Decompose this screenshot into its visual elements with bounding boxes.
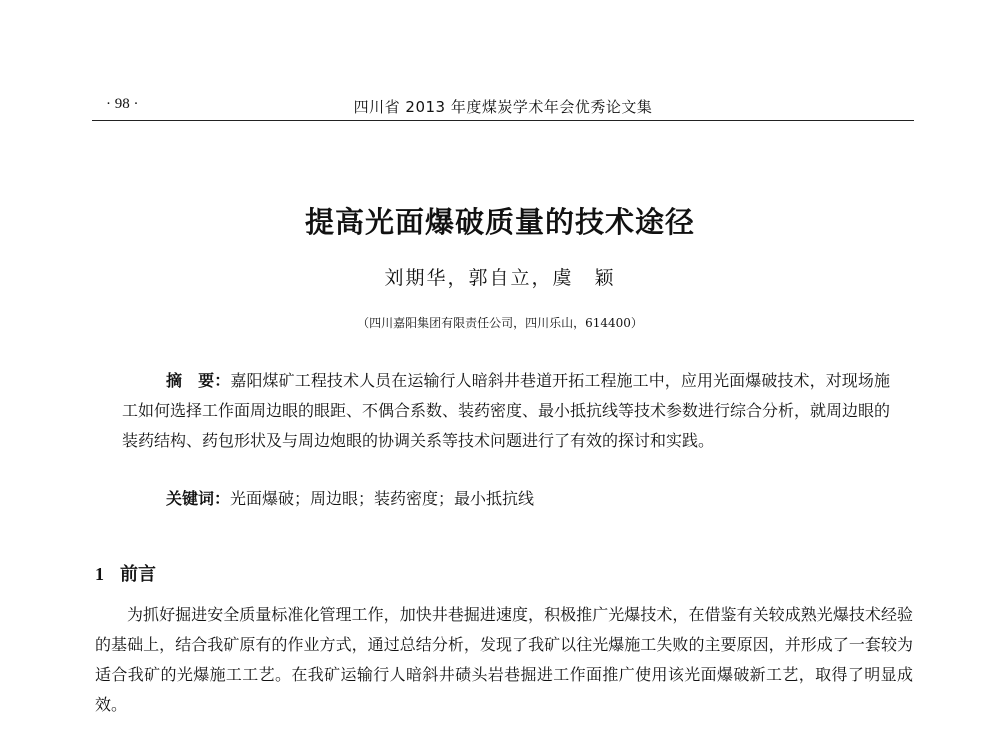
abstract: [122, 366, 890, 456]
paper-title: 提高光面爆破质量的技术途径: [304, 205, 695, 239]
authors: 刘期华，郭自立，虞 颖: [384, 267, 616, 289]
keywords-label: 关键词：: [166, 489, 231, 508]
section-body: 为抓好掘进安全质量标准化管理工作，加快井巷掘进速度，积极推广光爆技术，在借鉴有关较成熟光爆技术经验的基础上，结合我矿原有的作业方式，通过总结分析，发现了我矿以往光爆施工失败的主要原因，并形成了一套较为适合我矿的光爆施工工艺。在我矿运输行人暗斜井碛头岩巷掘进工作面推广使用该光面爆破新工艺，取得了明显成效。: [95, 605, 913, 714]
page-number: · 98 ·: [106, 96, 139, 112]
section-heading: [95, 560, 156, 586]
keywords: [166, 484, 886, 514]
affiliation: （四川嘉阳集团有限责任公司，四川乐山，614400）: [357, 316, 643, 330]
abstract-text: 嘉阳煤矿工程技术人员在运输行人暗斜井巷道开拓工程施工中，应用光面爆破技术，对现场施工如何选择工作面周边眼的眼距、不偶合系数、装药密度、最小抵抗线等技术参数进行综合分析，就周边眼的装药结构、药包形状及与周边炮眼的协调关系等技术问题进行了有效的探讨和实践。: [122, 371, 891, 450]
abstract-label: 摘 要：: [166, 371, 231, 390]
running-header: [92, 92, 914, 121]
section-title: 前言: [120, 564, 156, 585]
running-title: 四川省 2013 年度煤炭学术年会优秀论文集: [353, 98, 653, 116]
keywords-text: 光面爆破；周边眼；装药密度；最小抵抗线: [230, 489, 535, 508]
section-number: 1: [95, 564, 104, 584]
